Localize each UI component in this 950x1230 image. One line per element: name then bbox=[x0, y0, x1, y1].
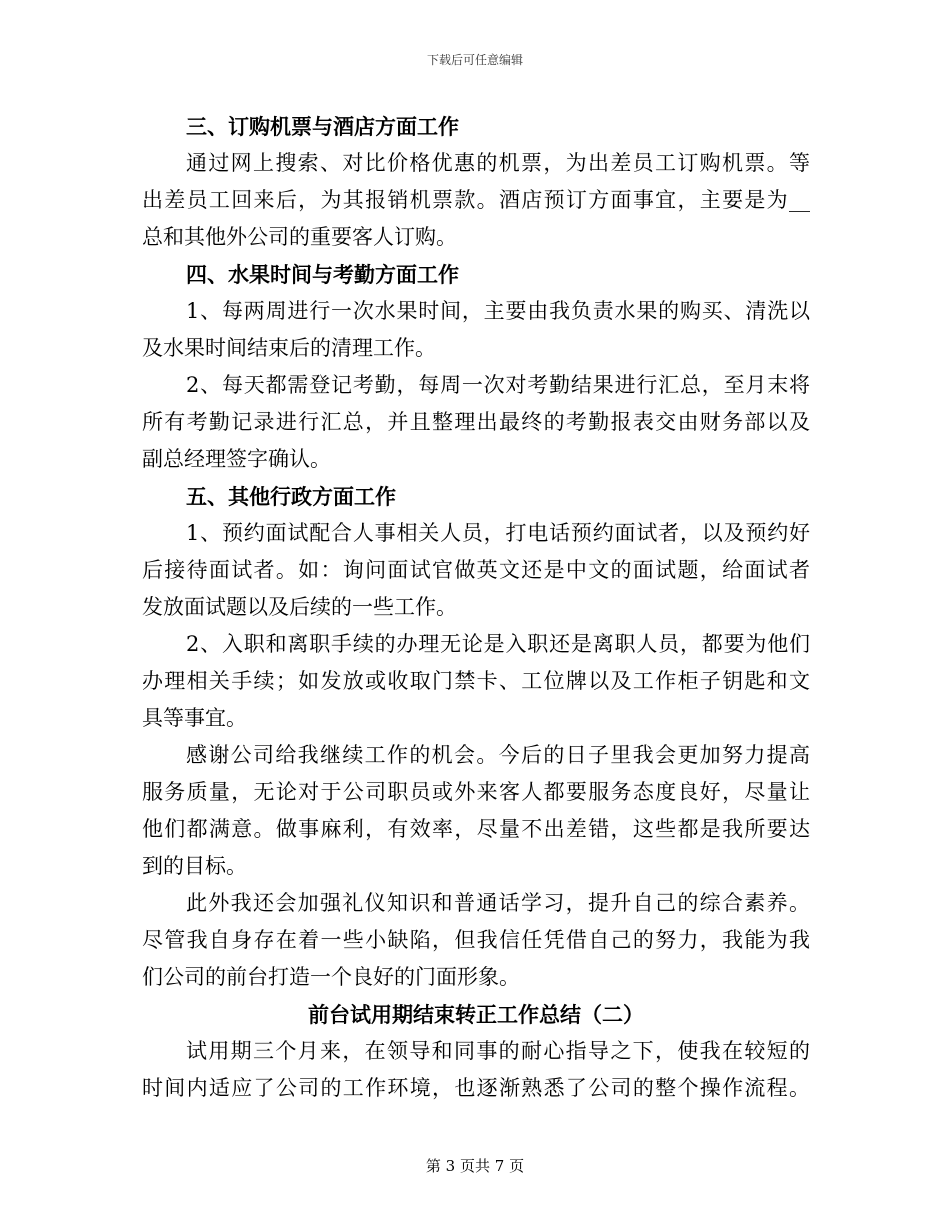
paragraph-line: 尽管我自身存在着一些小缺陷，但我信任凭借自己的努力，我能为我 bbox=[142, 928, 810, 952]
section-heading-5: 五、其他行政方面工作 bbox=[186, 484, 396, 509]
paragraph-line: 发放面试题以及后续的一些工作。 bbox=[142, 595, 457, 619]
paragraph-line: 们公司的前台打造一个良好的门面形象。 bbox=[142, 965, 520, 989]
paragraph-line: 他们都满意。做事麻利，有效率，尽量不出差错，这些都是我所要达 bbox=[142, 817, 810, 841]
page-number: 第 3 页共 7 页 bbox=[425, 1157, 525, 1175]
paragraph-line: 所有考勤记录进行汇总，并且整理出最终的考勤报表交由财务部以及 bbox=[142, 410, 810, 434]
section-heading-4: 四、水果时间与考勤方面工作 bbox=[186, 262, 459, 287]
paragraph-line: 时间内适应了公司的工作环境，也逐渐熟悉了公司的整个操作流程。 bbox=[142, 1076, 810, 1100]
paragraph-line: 到的目标。 bbox=[142, 854, 247, 878]
section-heading-3: 三、订购机票与酒店方面工作 bbox=[186, 114, 459, 139]
paragraph-line: 办理相关手续；如发放或收取门禁卡、工位牌以及工作柜子钥匙和文 bbox=[142, 669, 810, 693]
paragraph-line: 副总经理签字确认。 bbox=[142, 447, 331, 471]
paragraph-line: 1、预约面试配合人事相关人员，打电话预约面试者，以及预约好 bbox=[186, 521, 810, 545]
paragraph-line: 感谢公司给我继续工作的机会。今后的日子里我会更加努力提高 bbox=[186, 743, 810, 767]
paragraph-line: 后接待面试者。如：询问面试官做英文还是中文的面试题，给面试者 bbox=[142, 558, 810, 582]
paragraph-line: 通过网上搜索、对比价格优惠的机票，为出差员工订购机票。等 bbox=[186, 151, 810, 175]
document-body bbox=[142, 108, 810, 1107]
paragraph-line: 出差员工回来后，为其报销机票款。酒店预订方面事宜，主要是为__ bbox=[142, 188, 810, 212]
paragraph-line: 总和其他外公司的重要客人订购。 bbox=[142, 225, 457, 249]
paragraph-line: 2、每天都需登记考勤，每周一次对考勤结果进行汇总，至月末将 bbox=[186, 373, 810, 397]
page-header-note: 下载后可任意编辑 bbox=[426, 53, 523, 67]
paragraph-line: 服务质量，无论对于公司职员或外来客人都要服务态度良好，尽量让 bbox=[142, 780, 810, 804]
paragraph-line: 2、入职和离职手续的办理无论是入职还是离职人员，都要为他们 bbox=[186, 632, 810, 656]
paragraph-line: 及水果时间结束后的清理工作。 bbox=[142, 336, 436, 360]
paragraph-line: 具等事宜。 bbox=[142, 706, 247, 730]
paragraph-line: 此外我还会加强礼仪知识和普通话学习，提升自己的综合素养。 bbox=[186, 891, 810, 915]
paragraph-line: 1、每两周进行一次水果时间，主要由我负责水果的购买、清洗以 bbox=[186, 299, 810, 323]
document-title-2: 前台试用期结束转正工作总结（二） bbox=[308, 1002, 644, 1027]
paragraph-line: 试用期三个月来，在领导和同事的耐心指导之下，使我在较短的 bbox=[186, 1039, 810, 1063]
